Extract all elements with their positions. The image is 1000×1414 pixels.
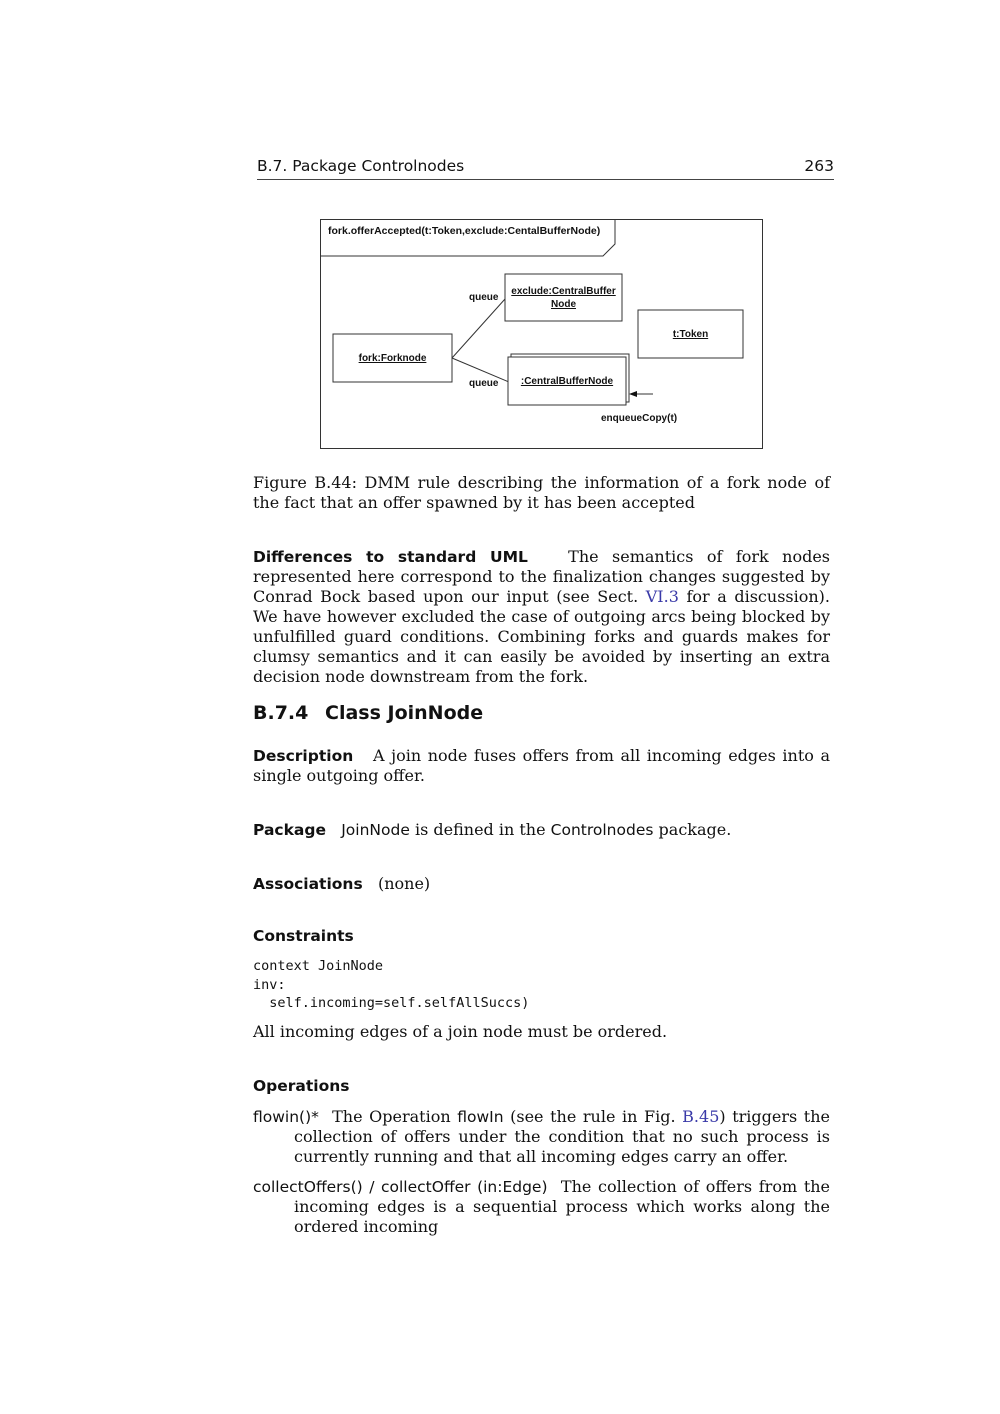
code-line: self.incoming=self.selfAllSuccs)	[253, 995, 530, 1011]
exclude-node-box	[505, 274, 622, 321]
operation-item-collect-offers	[253, 1177, 830, 1237]
header-section-title: B.7. Package Controlnodes	[257, 157, 465, 175]
token-node-label: t:Token	[672, 329, 709, 340]
queue-label-bottom: queue	[469, 378, 499, 389]
operations-heading: Operations	[253, 1077, 350, 1095]
package-class-name: JoinNode	[341, 821, 410, 839]
differences-text-b: for a discussion). We have however excluded the case of outgoing arcs being blocked by unfulfilled guard conditions. Combining forks and guards makes for clumsy semantics and it can easily be avoided by inserting an extra decision node downstream from the fork.	[253, 587, 831, 686]
description-text: A join node fuses offers from all incoming edges into a single outgoing offer.	[253, 746, 830, 785]
operation-text-b: (see the rule in Fig.	[503, 1107, 683, 1126]
exclude-node-label-line2: Node	[551, 299, 576, 310]
operation-name: collectOffers() / collectOffer (in:Edge)	[253, 1178, 548, 1196]
figure-caption: Figure B.44: DMM rule describing the information of a fork node of the fact that an offer spawned by it has been accepted	[253, 473, 830, 512]
description-paragraph	[253, 746, 830, 786]
subsection-number: B.7.4	[253, 702, 309, 724]
differences-text-a: The semantics of fork nodes represented here correspond to the finalization changes suggested by Conrad Bock based upon our input (see Sect.	[253, 547, 830, 606]
operation-text-c: ) triggers the collection of offers under the condition that no such process is currently running and that all incoming edges carry an offer.	[294, 1107, 831, 1166]
package-heading: Package	[253, 821, 326, 839]
operation-text: The collection of offers from the incoming edges is a sequential process which works along the ordered incoming	[294, 1177, 831, 1236]
code-line: context JoinNode	[253, 958, 384, 974]
operation-name: flowin()*	[253, 1108, 319, 1126]
dmm-rule-diagram	[318, 217, 766, 453]
constraint-code-block	[253, 957, 529, 1013]
differences-heading: Differences to standard UML	[253, 548, 528, 566]
package-text-b: package.	[653, 820, 732, 839]
operation-item-flowin	[253, 1107, 830, 1167]
code-line: inv:	[253, 976, 286, 993]
package-paragraph	[253, 820, 830, 840]
package-text-a: is defined in the	[409, 820, 551, 839]
package-name: Controlnodes	[550, 821, 654, 839]
central-node-label: :CentralBufferNode	[520, 376, 614, 387]
associations-text: (none)	[377, 874, 431, 893]
section-ref-link[interactable]: VI.3	[645, 587, 679, 606]
exclude-node-label-line1: exclude:CentralBuffer	[511, 286, 616, 297]
page-number: 263	[804, 157, 834, 175]
frame-title: fork.offerAccepted(t:Token,exclude:CentalBufferNode)	[328, 225, 601, 237]
running-header	[257, 157, 834, 180]
constraints-heading: Constraints	[253, 927, 354, 945]
associations-paragraph	[253, 874, 830, 894]
operation-text-a: The Operation	[332, 1107, 458, 1126]
operation-inline-name: flowIn	[457, 1108, 504, 1126]
differences-paragraph	[253, 547, 830, 687]
subsection-heading	[253, 702, 483, 724]
queue-label-top: queue	[469, 292, 499, 303]
description-heading: Description	[253, 747, 354, 765]
constraints-text: All incoming edges of a join node must be ordered.	[253, 1022, 668, 1041]
enqueue-label: enqueueCopy(t)	[601, 413, 678, 424]
figure-ref-link[interactable]: B.45	[682, 1107, 720, 1126]
subsection-title: Class JoinNode	[325, 702, 484, 724]
fork-node-label: fork:Forknode	[358, 353, 427, 364]
associations-heading: Associations	[253, 875, 363, 893]
